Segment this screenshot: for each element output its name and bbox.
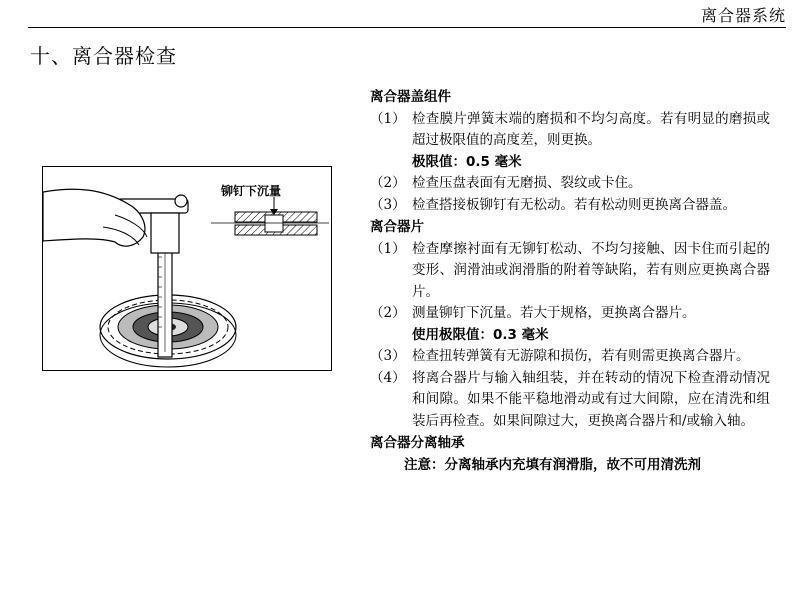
item-number: （1）	[370, 240, 406, 257]
bearing-note: 注意：分离轴承内充填有润滑脂，故不可用清洗剂	[404, 456, 701, 473]
list-item	[370, 173, 770, 195]
bearing-heading: 离合器分离轴承	[370, 435, 465, 451]
cover-heading: 离合器盖组件	[370, 89, 451, 105]
list-item	[370, 109, 770, 152]
item-text: 测量铆钉下沉量。若大于规格，更换离合器片。	[412, 305, 696, 321]
item-text: 检查膜片弹簧末端的磨损和不均匀高度。若有明显的磨损或超过极限值的高度差，则更换。	[412, 110, 770, 148]
item-number: （4）	[370, 369, 406, 386]
item-number: （3）	[370, 196, 406, 213]
item-text: 将离合器片与输入轴组装，并在转动的情况下检查滑动情况和间隙。如果不能平稳地滑动或有过大间隙，应在清洗和组装后再检查。如果间隙过大，更换离合器片和/或输入轴。	[412, 369, 770, 429]
item-text: 检查摩擦衬面有无铆钉松动、不均匀接触、因卡住而引起的变形、润滑油或润滑脂的附着等缺陷，若有则应更换离合器片。	[412, 240, 770, 300]
page-header	[28, 0, 786, 28]
list-item	[370, 195, 770, 217]
figure-label: 铆钉下沉量	[221, 184, 282, 198]
item-number: （3）	[370, 348, 406, 364]
hand-drawing	[43, 189, 145, 246]
disc-limit: 使用极限值：0.3 毫米	[412, 326, 549, 343]
item-number: （2）	[370, 175, 406, 191]
list-item	[370, 346, 770, 368]
caliper-illustration	[42, 166, 332, 371]
item-text: 检查搭接板铆钉有无松动。若有松动则更换离合器盖。	[412, 196, 736, 213]
list-item	[370, 368, 770, 433]
disc-heading: 离合器片	[370, 219, 424, 235]
caliper-drawing	[43, 167, 332, 371]
item-text: 检查扭转弹簧有无游隙和损伤，若有则需更换离合器片。	[412, 348, 750, 364]
item-number: （1）	[370, 110, 406, 127]
list-item	[370, 239, 770, 304]
item-number: （2）	[370, 305, 406, 321]
section-title: 十、离合器检查	[30, 44, 177, 68]
header-title: 离合器系统	[700, 6, 786, 25]
item-text: 检查压盘表面有无磨损、裂纹或卡住。	[412, 175, 642, 191]
cover-limit: 极限值：0.5 毫米	[412, 153, 522, 170]
inspection-text	[370, 86, 770, 476]
list-item	[370, 303, 770, 325]
rivet-section-detail	[211, 197, 329, 235]
